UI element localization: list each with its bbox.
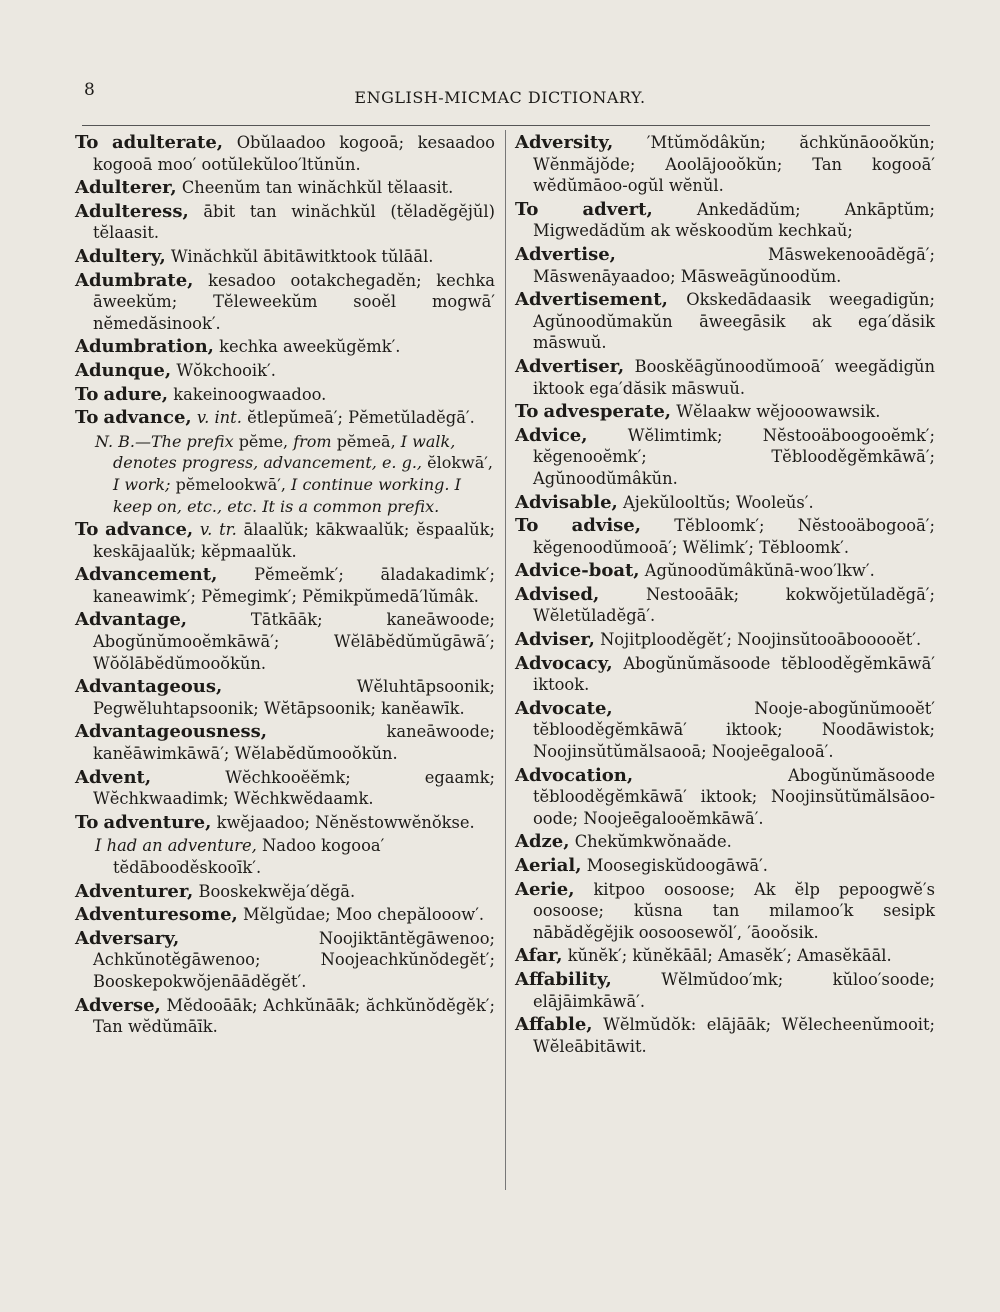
definition: ′Mtŭmŏdâkŭn; ăchkŭnāooŏkŭn; Wĕnmăjŏde; Aoolājooŏkŭn; Tan kogooā′ wĕdŭmāoo-ogŭl wĕnŭl. xyxy=(533,133,935,196)
definition: Tātkāāk; kaneāwoode; Abogŭnŭmooĕmkāwā′; Wĕlābĕdŭmŭgāwā′; Wŏŏlābĕdŭmooŏkŭn. xyxy=(93,610,495,673)
definition: Nestooāāk; kokwŏjetŭladĕgā′; Wĕletŭladĕgā′. xyxy=(533,584,935,626)
definition: kakeinoogwaadoo. xyxy=(173,384,327,404)
dictionary-entry xyxy=(75,360,495,382)
definition: Moosegiskŭdoogāwā′. xyxy=(586,856,768,875)
headword: adure, xyxy=(103,383,169,405)
definition: Okskedādaasik weegadigŭn; Agŭnoodŭmakŭn āweegāsik ak ega′dăsik māswuŭ. xyxy=(533,290,935,353)
dictionary-entry xyxy=(515,831,935,853)
definition: Booskĕāgŭnoodŭmooā′ weegădigŭn iktook ega′dăsik māswuŭ. xyxy=(533,356,935,398)
definition: kaneāwoode; kanĕāwimkāwā′; Wĕlabĕdŭmooŏkŭn. xyxy=(93,722,495,764)
headword: Adviser, xyxy=(515,629,595,651)
headword: Advent, xyxy=(75,766,152,788)
entry-prefix: To xyxy=(515,515,539,537)
note-label: N. B. xyxy=(95,431,135,451)
definition: Agŭnoodŭmâkŭnā-woo′lkw′. xyxy=(644,561,875,581)
micmac-word: ĕlokwā′, xyxy=(427,453,493,473)
entry-prefix: To xyxy=(75,811,99,833)
dictionary-entry xyxy=(75,246,495,268)
headword: Adverse, xyxy=(75,994,161,1016)
dictionary-entry xyxy=(75,564,495,607)
note-text: —The prefix xyxy=(135,431,234,451)
headword: Afar, xyxy=(515,945,563,967)
headword: advise, xyxy=(571,515,642,537)
left-column xyxy=(75,132,495,1040)
definition: Cheenŭm tan winăchkŭl tĕlaasit. xyxy=(181,178,454,198)
dictionary-entry xyxy=(515,855,935,877)
dictionary-entry xyxy=(515,492,935,514)
note-text: I continue working. I keep on, etc., etc. It is a common prefix. xyxy=(113,474,461,516)
headword: Advancement, xyxy=(75,564,218,586)
dictionary-entry xyxy=(515,879,935,944)
dictionary-entry xyxy=(75,812,495,834)
headword: Advantageous, xyxy=(75,676,223,698)
definition: Mĕlgŭdae; Moo chepălooow′. xyxy=(242,905,485,925)
headword: Advantage, xyxy=(75,609,188,631)
micmac-word: pĕmelookwā′, xyxy=(175,474,286,494)
dictionary-entry xyxy=(75,676,495,719)
definition: Winăchkŭl ābitāwitktook tŭlāāl. xyxy=(170,246,434,266)
dictionary-entry xyxy=(75,881,495,903)
definition: Mĕdooāāk; Achkŭnāāk; ăchkŭnŏdĕgĕk′; Tan wĕdŭmāīk. xyxy=(93,995,495,1037)
grammar-label: v. tr. xyxy=(199,520,237,540)
dictionary-entry xyxy=(515,629,935,651)
definition: kitpoo oosoose; Ak ĕlp pepoogwĕ′s oosoose; kŭsna tan milamoo′k sesipk nābăděgĕjik oosoosewŏl′, ′āooŏsik. xyxy=(533,879,935,942)
headword: Advice, xyxy=(515,424,588,446)
micmac-word: pĕme, xyxy=(238,431,289,451)
headword: Advised, xyxy=(515,583,600,605)
dictionary-entry xyxy=(515,698,935,763)
definition: Wĕlaakw wĕjooowawsik. xyxy=(676,402,881,422)
entry-prefix: To xyxy=(515,198,539,220)
micmac-word: pĕmeā, xyxy=(336,431,396,451)
definition: kechka aweekŭgĕmk′. xyxy=(219,337,401,357)
dictionary-entry xyxy=(515,945,935,967)
definition: Tĕbloomk′; Nĕstooäbogooā′; kĕgenoodŭmooā′; Wĕlimk′; Tĕbloomk′. xyxy=(533,516,935,557)
definition: Wĕchkooĕĕmk; egaamk; Wĕchkwaadimk; Wĕchkwĕdaamk. xyxy=(93,767,495,809)
dictionary-entry xyxy=(75,928,495,993)
header-rule xyxy=(82,125,930,126)
headword: Adumbration, xyxy=(75,336,214,358)
dictionary-entry xyxy=(75,767,495,810)
headword: Advertiser, xyxy=(515,355,625,377)
headword: Advocacy, xyxy=(515,652,613,674)
definition: kwĕjaadoo; Nĕnĕstowwĕnŏkse. xyxy=(216,812,475,832)
dictionary-entry xyxy=(515,584,935,627)
headword: Advisable, xyxy=(515,491,618,513)
definition: Ajekŭlooltŭs; Wooleŭs′. xyxy=(622,492,814,512)
headword: advance, xyxy=(103,407,192,429)
headword: Advantageousness, xyxy=(75,721,268,743)
definition: Māswekenooādĕgā′; Māswenāyaadoo; Māsweāgŭnoodŭm. xyxy=(533,244,935,286)
entry-prefix: To xyxy=(515,401,539,423)
definition: Wĕlmŭdŏk: elājāāk; Wĕlecheenŭmooit; Wĕleābitāwit. xyxy=(533,1015,935,1056)
headword: adventure, xyxy=(103,811,212,833)
dictionary-entry xyxy=(75,336,495,358)
column-divider xyxy=(505,130,506,1190)
dictionary-entry xyxy=(75,132,495,175)
definition: Obŭlaadoo kogooā; kesaadoo kogooā moo′ ootŭlekŭloo′ltŭnŭn. xyxy=(93,133,495,174)
definition: Abogŭnŭmăsoode tĕblooděgĕmkāwā′ iktook. xyxy=(533,653,935,695)
entry-prefix: To xyxy=(75,519,99,541)
headword: Adversity, xyxy=(515,132,614,153)
headword: Affable, xyxy=(515,1014,593,1036)
dictionary-entry xyxy=(515,425,935,490)
example-english: I had an adventure, xyxy=(95,836,257,856)
dictionary-entry xyxy=(75,519,495,562)
definition: Wĕluhtāpsoonik; Pegwĕluhtapsoonik; Wĕtāpsoonik; kanĕawīk. xyxy=(93,677,495,718)
dictionary-entry xyxy=(515,401,935,423)
entry-prefix: To xyxy=(75,132,99,153)
headword: Advocate, xyxy=(515,697,613,719)
definition: Wĕlmŭdoo′mk; kŭloo′soode; elājāimkāwā′. xyxy=(533,969,935,1011)
note-text: from xyxy=(293,431,332,451)
dictionary-entry xyxy=(75,904,495,926)
definition: ābit tan winăchkŭl (tĕladĕgĕjŭl) tĕlaasit. xyxy=(93,201,495,243)
definition: Wĕlimtimk; Nĕstooäboogooĕmk′; kĕgenooĕmk′; Tĕblooděgĕmkāwā′; Agŭnoodŭmâkŭn. xyxy=(533,425,935,488)
headword: Advertisement, xyxy=(515,289,668,311)
headword: advert, xyxy=(582,198,653,220)
dictionary-entry xyxy=(515,356,935,399)
headword: Adulterer, xyxy=(75,177,177,199)
headword: adulterate, xyxy=(111,132,224,153)
headword: Aerie, xyxy=(515,878,575,900)
definition: Nojitplooděgĕt′; Noojinsŭtooābooooĕt′. xyxy=(600,630,922,650)
definition: Ankedădŭm; Ankāptŭm; Migwedădŭm ak wĕskoodŭm kechkaŭ; xyxy=(533,199,935,241)
usage-note xyxy=(75,431,495,517)
note-text: I walk, denotes progress, advancement, e. g., xyxy=(113,431,456,473)
definition: Chekŭmkwŏnaăde. xyxy=(574,832,732,852)
dictionary-entry xyxy=(515,515,935,558)
example-phrase xyxy=(75,835,495,878)
dictionary-entry xyxy=(515,199,935,242)
headword: Adumbrate, xyxy=(75,269,194,291)
dictionary-entry xyxy=(75,201,495,244)
dictionary-entry xyxy=(515,560,935,582)
headword: advance, xyxy=(105,519,194,541)
definition: Abogŭnŭmăsoode tĕblooděgĕmkāwā′ iktook; Noojinsŭtŭmălsāoo-oode; Noojeēgalooĕmkāwā′. xyxy=(533,765,935,828)
page-title: ENGLISH-MICMAC DICTIONARY. xyxy=(354,88,646,107)
headword: Adze, xyxy=(515,831,570,853)
dictionary-entry xyxy=(75,407,495,429)
dictionary-entry xyxy=(75,270,495,335)
headword: Advice-boat, xyxy=(515,560,640,582)
headword: advesperate, xyxy=(543,401,672,423)
dictionary-entry xyxy=(515,653,935,696)
headword: Adventurer, xyxy=(75,880,194,902)
headword: Advocation, xyxy=(515,764,634,786)
headword: Adulteress, xyxy=(75,200,189,222)
dictionary-entry xyxy=(515,289,935,354)
page-number: 8 xyxy=(84,80,95,100)
definition: Wŏkchooik′. xyxy=(176,360,276,380)
headword: Advertise, xyxy=(515,243,616,265)
dictionary-entry xyxy=(75,609,495,674)
definition: Nooje-abogŭnŭmooĕt′ tĕblooděgĕmkāwā′ iktook; Noodāwistok; Noojinsŭtŭmălsaooā; Noojeēgalooā′. xyxy=(533,698,935,762)
dictionary-entry xyxy=(515,1014,935,1057)
example-micmac: Nadoo kogooa′ tĕdābooděskooīk′. xyxy=(113,836,385,877)
dictionary-entry xyxy=(75,177,495,199)
headword: Adversary, xyxy=(75,927,180,949)
dictionary-entry xyxy=(515,765,935,830)
dictionary-entry xyxy=(75,721,495,764)
dictionary-entry xyxy=(515,969,935,1012)
grammar-label: v. int. xyxy=(196,408,242,428)
headword: Adunque, xyxy=(75,359,172,381)
definition: Pĕmeĕmk′; āladakadimk′; kaneawimk′; Pĕmegimk′; Pĕmikpŭmedā′lŭmâk. xyxy=(93,565,495,606)
headword: Aerial, xyxy=(515,855,582,876)
entry-prefix: To xyxy=(75,407,99,429)
definition: ālaalŭk; kākwaalŭk; ĕspaalŭk; keskājaalŭk; kĕpmaalŭk. xyxy=(93,520,495,561)
dictionary-entry xyxy=(515,132,935,197)
dictionary-entry xyxy=(75,384,495,406)
headword: Affability, xyxy=(515,968,612,990)
definition: kŭnĕk′; kŭnĕkāāl; Amasĕk′; Amasĕkāāl. xyxy=(567,946,892,966)
dictionary-entry xyxy=(515,244,935,287)
entry-prefix: To xyxy=(75,383,99,405)
definition: kesadoo ootakchegadĕn; kechka āweekŭm; Tĕleweekŭm sooĕl mogwā′ nĕmedăsinook′. xyxy=(93,270,495,333)
dictionary-entry xyxy=(75,995,495,1038)
definition: Noojiktāntĕgāwenoo; Achkŭnotĕgāwenoo; Noojeachkŭnŏdegĕt′; Booskepokwŏjenāādĕgĕt′. xyxy=(93,928,495,991)
definition: Booskekwĕja′dĕgā. xyxy=(198,881,356,901)
headword: Adultery, xyxy=(75,245,166,267)
right-column xyxy=(515,132,935,1059)
note-text: I work; xyxy=(113,474,171,494)
headword: Adventuresome, xyxy=(75,904,238,926)
definition: ĕtlepŭmeā′; Pĕmetŭladĕgā′. xyxy=(247,408,475,428)
